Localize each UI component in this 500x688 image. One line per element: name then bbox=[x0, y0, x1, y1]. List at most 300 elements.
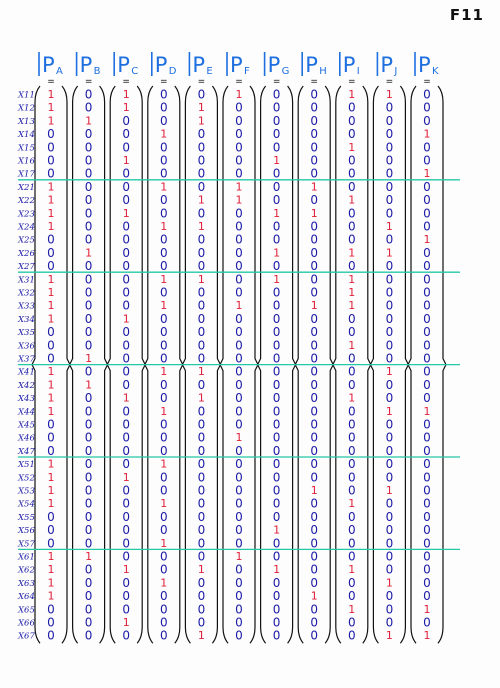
cell-zero: 0 bbox=[310, 325, 319, 340]
cell-one: 1 bbox=[385, 576, 393, 590]
cell-zero: 0 bbox=[84, 232, 93, 247]
cell-one: 1 bbox=[47, 206, 55, 220]
cell-one: 1 bbox=[47, 365, 55, 379]
cell-zero: 0 bbox=[122, 325, 131, 340]
cell-zero: 0 bbox=[122, 259, 131, 274]
cell-zero: 0 bbox=[347, 166, 356, 181]
cell-zero: 0 bbox=[347, 351, 356, 366]
cell-zero: 0 bbox=[347, 443, 356, 458]
cell-zero: 0 bbox=[385, 430, 394, 445]
cell-zero: 0 bbox=[272, 391, 281, 406]
equals-sign: = bbox=[385, 77, 394, 87]
cell-one: 1 bbox=[160, 220, 168, 233]
cell-zero: 0 bbox=[235, 166, 243, 181]
cell-zero: 0 bbox=[84, 179, 93, 194]
cell-zero: 0 bbox=[235, 509, 243, 524]
cell-zero: 0 bbox=[347, 377, 356, 392]
cell-zero: 0 bbox=[47, 232, 55, 247]
cell-zero: 0 bbox=[423, 140, 431, 155]
cell-zero: 0 bbox=[122, 245, 131, 260]
cell-zero: 0 bbox=[423, 615, 431, 630]
cell-zero: 0 bbox=[197, 298, 206, 313]
cell-zero: 0 bbox=[272, 351, 281, 366]
cell-one: 1 bbox=[122, 88, 130, 101]
cell-zero: 0 bbox=[385, 166, 394, 181]
cell-one: 1 bbox=[47, 563, 55, 577]
cell-zero: 0 bbox=[84, 166, 93, 181]
cell-zero: 0 bbox=[347, 232, 356, 247]
cell-zero: 0 bbox=[84, 87, 93, 102]
cell-zero: 0 bbox=[385, 272, 394, 287]
cell-zero: 0 bbox=[197, 417, 206, 432]
cell-zero: 0 bbox=[197, 166, 206, 181]
cell-zero: 0 bbox=[310, 562, 319, 577]
cell-one: 1 bbox=[47, 88, 55, 101]
cell-zero: 0 bbox=[197, 285, 206, 300]
cell-zero: 0 bbox=[47, 602, 55, 617]
cell-one: 1 bbox=[122, 154, 130, 167]
cell-zero: 0 bbox=[159, 206, 168, 221]
cell-zero: 0 bbox=[385, 391, 394, 406]
cell-zero: 0 bbox=[310, 232, 319, 247]
cell-zero: 0 bbox=[235, 404, 243, 419]
cell-zero: 0 bbox=[235, 219, 243, 234]
cell-zero: 0 bbox=[84, 127, 93, 142]
cell-zero: 0 bbox=[310, 259, 319, 274]
cell-zero: 0 bbox=[347, 113, 356, 128]
cell-zero: 0 bbox=[310, 100, 319, 115]
cell-zero: 0 bbox=[159, 377, 168, 392]
cell-zero: 0 bbox=[272, 496, 281, 511]
cell-zero: 0 bbox=[197, 523, 206, 538]
cell-zero: 0 bbox=[423, 457, 431, 472]
cell-zero: 0 bbox=[235, 113, 243, 128]
cell-zero: 0 bbox=[197, 259, 206, 274]
cell-zero: 0 bbox=[122, 404, 131, 419]
cell-zero: 0 bbox=[159, 549, 168, 564]
column-header-sub: K bbox=[432, 66, 439, 77]
row-label: X54 bbox=[18, 499, 35, 510]
cell-one: 1 bbox=[197, 272, 205, 286]
cell-zero: 0 bbox=[84, 285, 93, 300]
cell-zero: 0 bbox=[159, 153, 168, 168]
cell-zero: 0 bbox=[272, 219, 281, 234]
cell-zero: 0 bbox=[235, 457, 243, 472]
column-header-label: P bbox=[154, 53, 168, 77]
cell-zero: 0 bbox=[159, 113, 168, 128]
cell-zero: 0 bbox=[47, 153, 55, 168]
column-header-sub: J bbox=[394, 66, 398, 77]
cell-zero: 0 bbox=[272, 628, 281, 643]
row-label: X23 bbox=[18, 209, 35, 220]
column-header-label: P bbox=[380, 53, 394, 77]
row-label: X15 bbox=[18, 143, 35, 154]
cell-zero: 0 bbox=[159, 338, 168, 353]
cell-one: 1 bbox=[47, 404, 55, 418]
row-label: X55 bbox=[18, 512, 35, 523]
cell-zero: 0 bbox=[159, 140, 168, 155]
cell-zero: 0 bbox=[385, 443, 394, 458]
cell-zero: 0 bbox=[347, 219, 356, 234]
cell-one: 1 bbox=[47, 457, 55, 471]
cell-zero: 0 bbox=[197, 153, 206, 168]
cell-zero: 0 bbox=[423, 523, 431, 538]
row-label: X35 bbox=[18, 328, 35, 339]
cell-zero: 0 bbox=[310, 351, 319, 366]
cell-zero: 0 bbox=[423, 470, 431, 485]
cell-zero: 0 bbox=[159, 245, 168, 260]
cell-zero: 0 bbox=[197, 127, 206, 142]
column-header-label: P bbox=[267, 53, 281, 77]
cell-zero: 0 bbox=[423, 285, 431, 300]
cell-zero: 0 bbox=[159, 628, 168, 643]
cell-zero: 0 bbox=[423, 430, 431, 445]
cell-zero: 0 bbox=[84, 417, 93, 432]
row-label: X42 bbox=[18, 380, 35, 391]
cell-one: 1 bbox=[47, 484, 55, 497]
cell-zero: 0 bbox=[84, 430, 93, 445]
cell-one: 1 bbox=[385, 220, 393, 233]
row-label: X14 bbox=[18, 130, 35, 141]
cell-zero: 0 bbox=[310, 549, 319, 564]
cell-zero: 0 bbox=[423, 443, 431, 458]
cell-zero: 0 bbox=[197, 206, 206, 221]
cell-zero: 0 bbox=[310, 602, 319, 617]
row-label: X47 bbox=[18, 446, 35, 457]
cell-one: 1 bbox=[310, 589, 318, 603]
column-header-sub: H bbox=[319, 66, 327, 77]
cell-zero: 0 bbox=[84, 509, 93, 524]
row-label: X11 bbox=[18, 90, 35, 101]
cell-zero: 0 bbox=[310, 140, 319, 155]
row-label: X36 bbox=[18, 341, 35, 352]
cell-zero: 0 bbox=[122, 589, 131, 604]
cell-zero: 0 bbox=[197, 232, 206, 247]
cell-zero: 0 bbox=[423, 536, 431, 551]
cell-one: 1 bbox=[122, 616, 130, 629]
cell-zero: 0 bbox=[385, 338, 394, 353]
cell-one: 1 bbox=[47, 299, 55, 313]
cell-zero: 0 bbox=[423, 100, 431, 115]
cell-zero: 0 bbox=[84, 536, 93, 551]
cell-zero: 0 bbox=[385, 496, 394, 511]
equals-sign: = bbox=[47, 77, 55, 87]
cell-zero: 0 bbox=[310, 219, 319, 234]
cell-zero: 0 bbox=[310, 153, 319, 168]
cell-one: 1 bbox=[197, 101, 205, 115]
cell-zero: 0 bbox=[122, 127, 131, 142]
cell-one: 1 bbox=[122, 101, 130, 115]
cell-zero: 0 bbox=[235, 589, 243, 604]
cell-zero: 0 bbox=[197, 377, 206, 392]
cell-zero: 0 bbox=[272, 443, 281, 458]
cell-zero: 0 bbox=[159, 602, 168, 617]
cell-zero: 0 bbox=[385, 232, 394, 247]
cell-zero: 0 bbox=[235, 602, 243, 617]
cell-zero: 0 bbox=[159, 285, 168, 300]
row-label: X31 bbox=[18, 275, 35, 286]
cell-zero: 0 bbox=[197, 615, 206, 630]
cell-zero: 0 bbox=[310, 87, 319, 102]
cell-zero: 0 bbox=[197, 338, 206, 353]
row-label: X56 bbox=[18, 526, 35, 537]
cell-zero: 0 bbox=[347, 311, 356, 326]
cell-zero: 0 bbox=[235, 536, 243, 551]
cell-one: 1 bbox=[348, 563, 356, 577]
cell-zero: 0 bbox=[122, 193, 131, 208]
row-label: X32 bbox=[18, 288, 35, 299]
cell-zero: 0 bbox=[235, 483, 243, 498]
cell-zero: 0 bbox=[235, 338, 243, 353]
equals-sign: = bbox=[235, 77, 243, 87]
cell-zero: 0 bbox=[235, 470, 243, 485]
cell-zero: 0 bbox=[310, 417, 319, 432]
cell-zero: 0 bbox=[385, 140, 394, 155]
row-label: X33 bbox=[18, 301, 35, 312]
cell-zero: 0 bbox=[84, 311, 93, 326]
cell-zero: 0 bbox=[310, 470, 319, 485]
cell-one: 1 bbox=[85, 352, 93, 365]
cell-zero: 0 bbox=[272, 536, 281, 551]
cell-zero: 0 bbox=[310, 443, 319, 458]
cell-zero: 0 bbox=[347, 483, 356, 498]
cell-zero: 0 bbox=[159, 325, 168, 340]
equals-sign: = bbox=[272, 77, 281, 87]
cell-one: 1 bbox=[310, 484, 318, 497]
cell-one: 1 bbox=[160, 497, 168, 511]
cell-zero: 0 bbox=[347, 549, 356, 564]
cell-zero: 0 bbox=[47, 536, 55, 551]
cell-one: 1 bbox=[122, 206, 130, 220]
cell-one: 1 bbox=[122, 391, 130, 405]
cell-zero: 0 bbox=[84, 562, 93, 577]
cell-one: 1 bbox=[197, 629, 205, 643]
cell-zero: 0 bbox=[235, 523, 243, 538]
cell-zero: 0 bbox=[197, 430, 206, 445]
cell-zero: 0 bbox=[310, 523, 319, 538]
cell-zero: 0 bbox=[235, 127, 243, 142]
cell-zero: 0 bbox=[122, 457, 131, 472]
cell-zero: 0 bbox=[122, 272, 131, 287]
cell-zero: 0 bbox=[47, 259, 55, 274]
cell-zero: 0 bbox=[84, 100, 93, 115]
cell-one: 1 bbox=[385, 484, 393, 497]
cell-one: 1 bbox=[122, 563, 130, 577]
cell-zero: 0 bbox=[310, 404, 319, 419]
cell-zero: 0 bbox=[423, 325, 431, 340]
cell-zero: 0 bbox=[423, 298, 431, 313]
cell-zero: 0 bbox=[235, 562, 243, 577]
equals-sign: = bbox=[84, 77, 93, 87]
cell-zero: 0 bbox=[159, 483, 168, 498]
equals-sign: = bbox=[423, 77, 431, 87]
cell-zero: 0 bbox=[84, 496, 93, 511]
cell-one: 1 bbox=[47, 391, 55, 405]
cell-zero: 0 bbox=[272, 179, 281, 194]
cell-zero: 0 bbox=[47, 325, 55, 340]
cell-zero: 0 bbox=[197, 602, 206, 617]
cell-zero: 0 bbox=[159, 166, 168, 181]
row-label: X17 bbox=[18, 169, 35, 180]
cell-zero: 0 bbox=[235, 496, 243, 511]
cell-zero: 0 bbox=[423, 179, 431, 194]
cell-zero: 0 bbox=[47, 615, 55, 630]
equals-sign: = bbox=[122, 77, 130, 87]
cell-zero: 0 bbox=[84, 259, 93, 274]
cell-zero: 0 bbox=[159, 523, 168, 538]
cell-zero: 0 bbox=[347, 457, 356, 472]
cell-zero: 0 bbox=[235, 417, 243, 432]
cell-zero: 0 bbox=[385, 562, 394, 577]
cell-zero: 0 bbox=[310, 430, 319, 445]
cell-zero: 0 bbox=[197, 351, 206, 366]
cell-one: 1 bbox=[85, 550, 93, 563]
cell-zero: 0 bbox=[272, 575, 281, 590]
cell-zero: 0 bbox=[84, 602, 93, 617]
cell-zero: 0 bbox=[197, 470, 206, 485]
cell-one: 1 bbox=[160, 272, 168, 286]
cell-one: 1 bbox=[385, 88, 393, 101]
cell-one: 1 bbox=[423, 233, 431, 247]
cell-zero: 0 bbox=[122, 483, 131, 498]
cell-zero: 0 bbox=[272, 377, 281, 392]
cell-zero: 0 bbox=[272, 259, 281, 274]
row-label: X57 bbox=[18, 539, 35, 550]
cell-zero: 0 bbox=[347, 470, 356, 485]
cell-one: 1 bbox=[47, 272, 55, 286]
cell-zero: 0 bbox=[272, 87, 281, 102]
cell-zero: 0 bbox=[310, 166, 319, 181]
cell-zero: 0 bbox=[385, 325, 394, 340]
row-label: X51 bbox=[18, 460, 35, 471]
cell-zero: 0 bbox=[47, 509, 55, 524]
cell-zero: 0 bbox=[47, 417, 55, 432]
column-header-label: P bbox=[342, 53, 356, 77]
cell-one: 1 bbox=[235, 299, 243, 313]
cell-zero: 0 bbox=[84, 193, 93, 208]
cell-zero: 0 bbox=[347, 628, 356, 643]
cell-zero: 0 bbox=[347, 325, 356, 340]
cell-zero: 0 bbox=[423, 193, 431, 208]
cell-zero: 0 bbox=[347, 536, 356, 551]
cell-zero: 0 bbox=[122, 232, 131, 247]
cell-one: 1 bbox=[47, 220, 55, 233]
cell-zero: 0 bbox=[159, 589, 168, 604]
cell-one: 1 bbox=[423, 167, 431, 181]
cell-one: 1 bbox=[310, 180, 318, 194]
cell-zero: 0 bbox=[122, 575, 131, 590]
cell-zero: 0 bbox=[84, 391, 93, 406]
cell-zero: 0 bbox=[385, 259, 394, 274]
cell-zero: 0 bbox=[122, 602, 131, 617]
cell-one: 1 bbox=[197, 563, 205, 577]
cell-zero: 0 bbox=[347, 615, 356, 630]
cell-zero: 0 bbox=[159, 562, 168, 577]
cell-zero: 0 bbox=[122, 179, 131, 194]
cell-zero: 0 bbox=[423, 391, 431, 406]
row-label: X27 bbox=[18, 262, 35, 273]
cell-zero: 0 bbox=[385, 615, 394, 630]
cell-zero: 0 bbox=[385, 206, 394, 221]
cell-zero: 0 bbox=[272, 285, 281, 300]
cell-one: 1 bbox=[47, 286, 55, 299]
column-header-sub: C bbox=[131, 66, 139, 77]
cell-zero: 0 bbox=[423, 272, 431, 287]
cell-zero: 0 bbox=[159, 232, 168, 247]
column-header-label: P bbox=[305, 53, 318, 77]
cell-one: 1 bbox=[235, 180, 243, 194]
cell-one: 1 bbox=[160, 457, 168, 471]
cell-zero: 0 bbox=[84, 457, 93, 472]
cell-zero: 0 bbox=[159, 430, 168, 445]
cell-one: 1 bbox=[273, 523, 281, 537]
column-header-sub: A bbox=[56, 66, 63, 77]
cell-zero: 0 bbox=[197, 179, 206, 194]
cell-zero: 0 bbox=[423, 509, 431, 524]
cell-zero: 0 bbox=[423, 417, 431, 432]
cell-one: 1 bbox=[47, 576, 55, 590]
cell-zero: 0 bbox=[423, 206, 431, 221]
cell-zero: 0 bbox=[385, 100, 394, 115]
cell-zero: 0 bbox=[84, 140, 93, 155]
cell-one: 1 bbox=[47, 180, 55, 194]
cell-zero: 0 bbox=[159, 417, 168, 432]
cell-one: 1 bbox=[348, 391, 356, 405]
row-label: X25 bbox=[18, 235, 35, 246]
cell-zero: 0 bbox=[235, 351, 243, 366]
cell-one: 1 bbox=[348, 88, 356, 101]
cell-one: 1 bbox=[348, 602, 356, 616]
cell-zero: 0 bbox=[47, 523, 55, 538]
cell-zero: 0 bbox=[235, 232, 243, 247]
row-label: X65 bbox=[18, 605, 35, 616]
cell-zero: 0 bbox=[423, 483, 431, 498]
cell-zero: 0 bbox=[272, 311, 281, 326]
cell-zero: 0 bbox=[122, 140, 131, 155]
cell-zero: 0 bbox=[347, 575, 356, 590]
column-header-sub: E bbox=[206, 66, 213, 77]
cell-zero: 0 bbox=[122, 536, 131, 551]
cell-zero: 0 bbox=[310, 391, 319, 406]
cell-zero: 0 bbox=[423, 311, 431, 326]
row-label: X22 bbox=[18, 196, 35, 207]
column-header-label: P bbox=[117, 53, 130, 77]
cell-zero: 0 bbox=[347, 206, 356, 221]
row-label: X44 bbox=[18, 407, 35, 418]
cell-zero: 0 bbox=[310, 536, 319, 551]
cell-zero: 0 bbox=[197, 575, 206, 590]
cell-zero: 0 bbox=[272, 232, 281, 247]
cell-one: 1 bbox=[47, 312, 55, 326]
cell-zero: 0 bbox=[159, 351, 168, 366]
row-label: X37 bbox=[18, 354, 35, 365]
row-label: X61 bbox=[18, 552, 35, 563]
cell-one: 1 bbox=[197, 365, 205, 379]
cell-one: 1 bbox=[423, 629, 431, 643]
cell-zero: 0 bbox=[159, 509, 168, 524]
cell-one: 1 bbox=[273, 563, 281, 577]
cell-zero: 0 bbox=[197, 140, 206, 155]
cell-zero: 0 bbox=[385, 153, 394, 168]
cell-zero: 0 bbox=[272, 140, 281, 155]
cell-one: 1 bbox=[348, 286, 356, 299]
cell-zero: 0 bbox=[272, 100, 281, 115]
cell-zero: 0 bbox=[84, 443, 93, 458]
cell-zero: 0 bbox=[310, 285, 319, 300]
column-header-sub: I bbox=[356, 66, 360, 77]
cell-one: 1 bbox=[273, 272, 281, 286]
column-header-sub: D bbox=[168, 66, 177, 77]
